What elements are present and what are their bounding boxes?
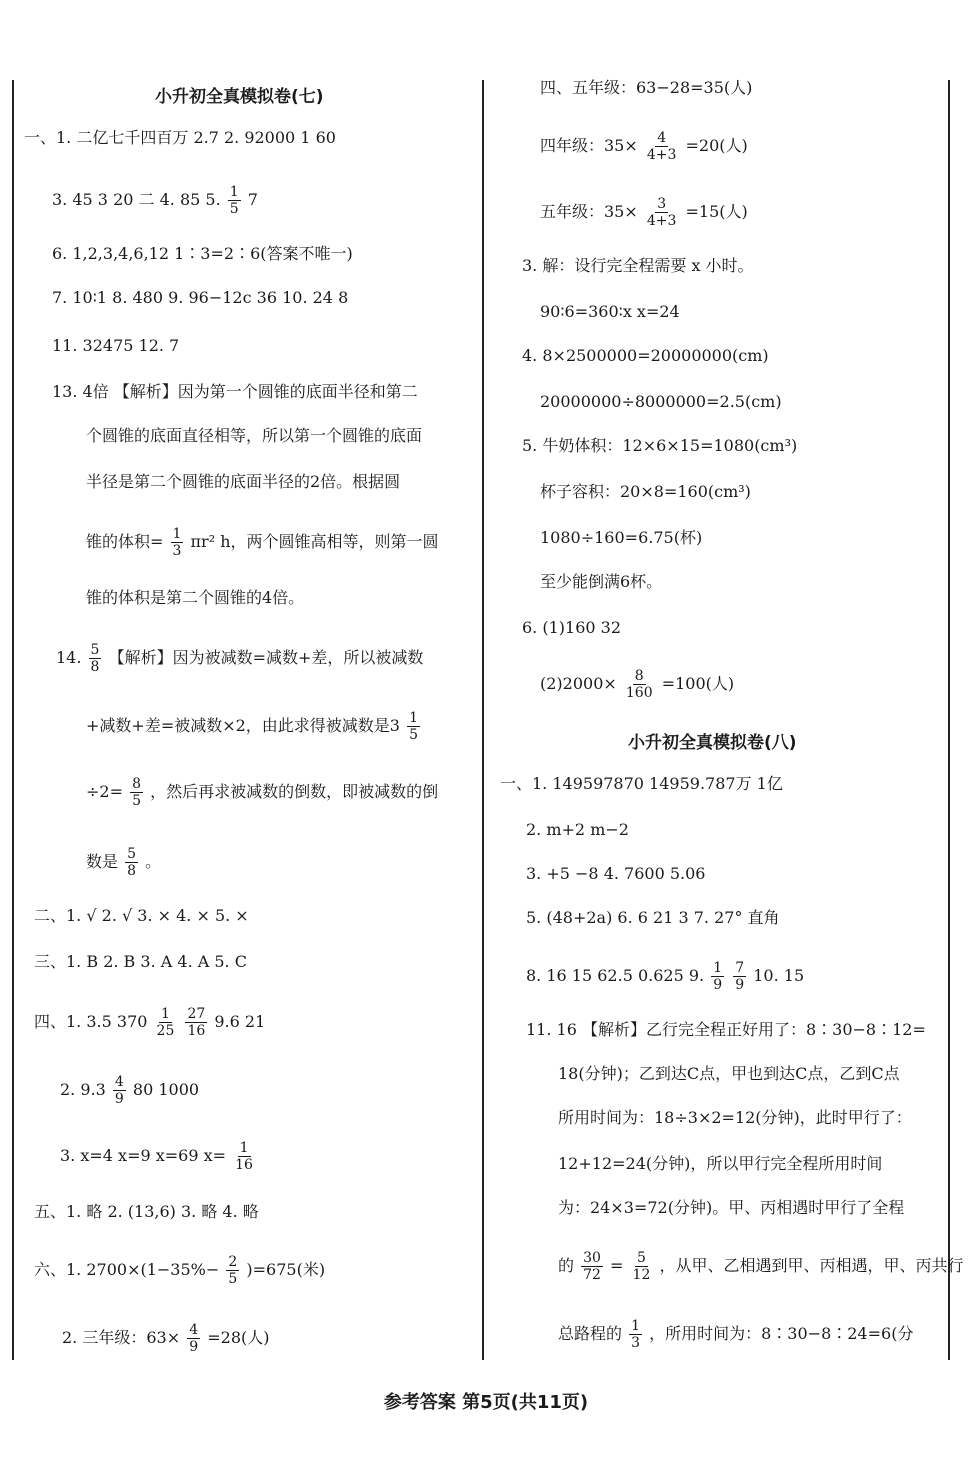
fraction: $\frac{7}{9}$ — [735, 960, 745, 993]
answer-line: 总路程的 $\frac{1}{3}$ ，所用时间为：8∶30−8∶24=6(分 — [558, 1318, 914, 1351]
fraction: $\frac{4}{9}$ — [114, 1074, 124, 1107]
answer-line: 半径是第二个圆锥的底面半径的2倍。根据圆 — [86, 472, 401, 491]
answer-line: 五年级：35× $\frac{3}{4+3}$ =15(人) — [540, 196, 748, 229]
answer-line: 二、1. √ 2. √ 3. × 4. × 5. × — [34, 906, 249, 925]
answer-line: +减数+差=被减数×2，由此求得被减数是3 $\frac{1}{5}$ — [86, 710, 419, 743]
answer-line: 四、五年级：63−28=35(人) — [540, 78, 753, 97]
answer-line: 为：24×3=72(分钟)。甲、丙相遇时甲行了全程 — [558, 1198, 905, 1217]
answer-line: 4. 8×2500000=20000000(cm) — [522, 346, 769, 365]
fraction: $\frac{8}{160}$ — [625, 668, 653, 701]
answer-line: 三、1. B 2. B 3. A 4. A 5. C — [34, 952, 247, 971]
left-margin-rule — [12, 80, 14, 1360]
answer-line: 一、1. 149597870 14959.787万 1亿 — [500, 774, 783, 793]
answer-line: 7. 10∶1 8. 480 9. 96−12c 36 10. 24 8 — [52, 288, 349, 307]
answer-line: 8. 16 15 62.5 0.625 9. $\frac{1}{9}$ $\frac{7}{9}$ 10. 15 — [526, 960, 805, 993]
right-margin-rule — [948, 80, 950, 1360]
answer-line: 六、1. 2700×(1−35%− $\frac{2}{5}$ )=675(米) — [34, 1254, 326, 1287]
answer-line: 3. x=4 x=9 x=69 x= $\frac{1}{16}$ — [60, 1140, 253, 1173]
fraction: $\frac{5}{8}$ — [127, 846, 137, 879]
fraction: $\frac{1}{5}$ — [409, 710, 419, 743]
answer-line: 2. 9.3 $\frac{4}{9}$ 80 1000 — [60, 1074, 200, 1107]
answer-line: 6. (1)160 32 — [522, 618, 621, 637]
fraction: $\frac{2}{5}$ — [228, 1254, 238, 1287]
fraction: $\frac{30}{72}$ — [583, 1250, 601, 1283]
fraction: $\frac{1}{5}$ — [229, 184, 239, 217]
fraction: $\frac{1}{3}$ — [172, 526, 182, 559]
answer-line: 3. 解：设行完全程需要 x 小时。 — [522, 256, 754, 275]
answer-line: 6. 1,2,3,4,6,12 1∶3=2∶6(答案不唯一) — [52, 244, 353, 263]
answer-line: 20000000÷8000000=2.5(cm) — [540, 392, 782, 411]
answer-line: 的 $\frac{30}{72}$ = $\frac{5}{12}$ ，从甲、乙相遇到甲、丙相遇，甲、丙共行 — [558, 1250, 964, 1283]
answer-line: 锥的体积是第二个圆锥的4倍。 — [86, 588, 305, 607]
answer-line: 1080÷160=6.75(杯) — [540, 528, 703, 547]
answer-line: 11. 16 【解析】乙行完全程正好用了：8∶30−8∶12= — [526, 1020, 926, 1039]
fraction: $\frac{3}{4+3}$ — [646, 196, 677, 229]
answer-line: 3. +5 −8 4. 7600 5.06 — [526, 864, 706, 883]
fraction: $\frac{5}{8}$ — [90, 642, 100, 675]
answer-line: 一、1. 二亿七千四百万 2.7 2. 92000 1 60 — [24, 128, 336, 147]
answer-line: 四年级：35× $\frac{4}{4+3}$ =20(人) — [540, 130, 748, 163]
answer-line: 12+12=24(分钟)，所以甲行完全程所用时间 — [558, 1154, 883, 1173]
fraction: $\frac{27}{16}$ — [187, 1006, 206, 1039]
section-title-8: 小升初全真模拟卷(八) — [628, 733, 797, 753]
answer-line: 杯子容积：20×8=160(cm³) — [540, 482, 751, 501]
fraction: $\frac{5}{12}$ — [632, 1250, 651, 1283]
answer-line: 3. 45 3 20 二 4. 85 5. $\frac{1}{5}$ 7 — [52, 184, 258, 217]
answer-line: 14. $\frac{5}{8}$ 【解析】因为被减数=减数+差，所以被减数 — [56, 642, 424, 675]
fraction: $\frac{1}{16}$ — [235, 1140, 253, 1173]
answer-line: 18(分钟)；乙到达C点，甲也到达C点，乙到C点 — [558, 1064, 900, 1083]
fraction: $\frac{4}{4+3}$ — [646, 130, 677, 163]
answer-line: 至少能倒满6杯。 — [540, 572, 663, 591]
fraction: $\frac{1}{9}$ — [713, 960, 723, 993]
fraction: $\frac{1}{3}$ — [631, 1318, 641, 1351]
answer-line: 13. 4倍 【解析】因为第一个圆锥的底面半径和第二 — [52, 382, 418, 401]
answer-line: 四、1. 3.5 370 $\frac{1}{25}$ $\frac{27}{16}$ 9.6 21 — [34, 1006, 266, 1039]
answer-line: 锥的体积= $\frac{1}{3}$ πr² h，两个圆锥高相等，则第一圆 — [86, 526, 439, 559]
answer-line: 2. 三年级：63× $\frac{4}{9}$ =28(人) — [62, 1322, 270, 1355]
fraction: $\frac{4}{9}$ — [189, 1322, 199, 1355]
answer-line: 数是 $\frac{5}{8}$ 。 — [86, 846, 162, 879]
answer-line: 个圆锥的底面直径相等，所以第一个圆锥的底面 — [86, 426, 423, 445]
answer-line: 2. m+2 m−2 — [526, 820, 629, 839]
answer-line: ÷2= $\frac{8}{5}$ ，然后再求被减数的倒数，即被减数的倒 — [86, 776, 439, 809]
fraction: $\frac{1}{25}$ — [156, 1006, 175, 1039]
answer-line: 5. (48+2a) 6. 6 21 3 7. 27° 直角 — [526, 908, 780, 927]
answer-line: (2)2000× $\frac{8}{160}$ =100(人) — [540, 668, 735, 701]
answer-line: 11. 32475 12. 7 — [52, 336, 180, 355]
answer-line: 五、1. 略 2. (13,6) 3. 略 4. 略 — [34, 1202, 259, 1221]
answer-line: 5. 牛奶体积：12×6×15=1080(cm³) — [522, 436, 798, 455]
page-footer: 参考答案 第5页(共11页) — [383, 1392, 589, 1413]
answer-line: 所用时间为：18÷3×2=12(分钟)，此时甲行了： — [558, 1108, 912, 1127]
answer-line: 90∶6=360∶x x=24 — [540, 302, 680, 321]
section-title-7: 小升初全真模拟卷(七) — [155, 87, 324, 107]
column-divider — [482, 80, 484, 1360]
fraction: $\frac{8}{5}$ — [132, 776, 142, 809]
